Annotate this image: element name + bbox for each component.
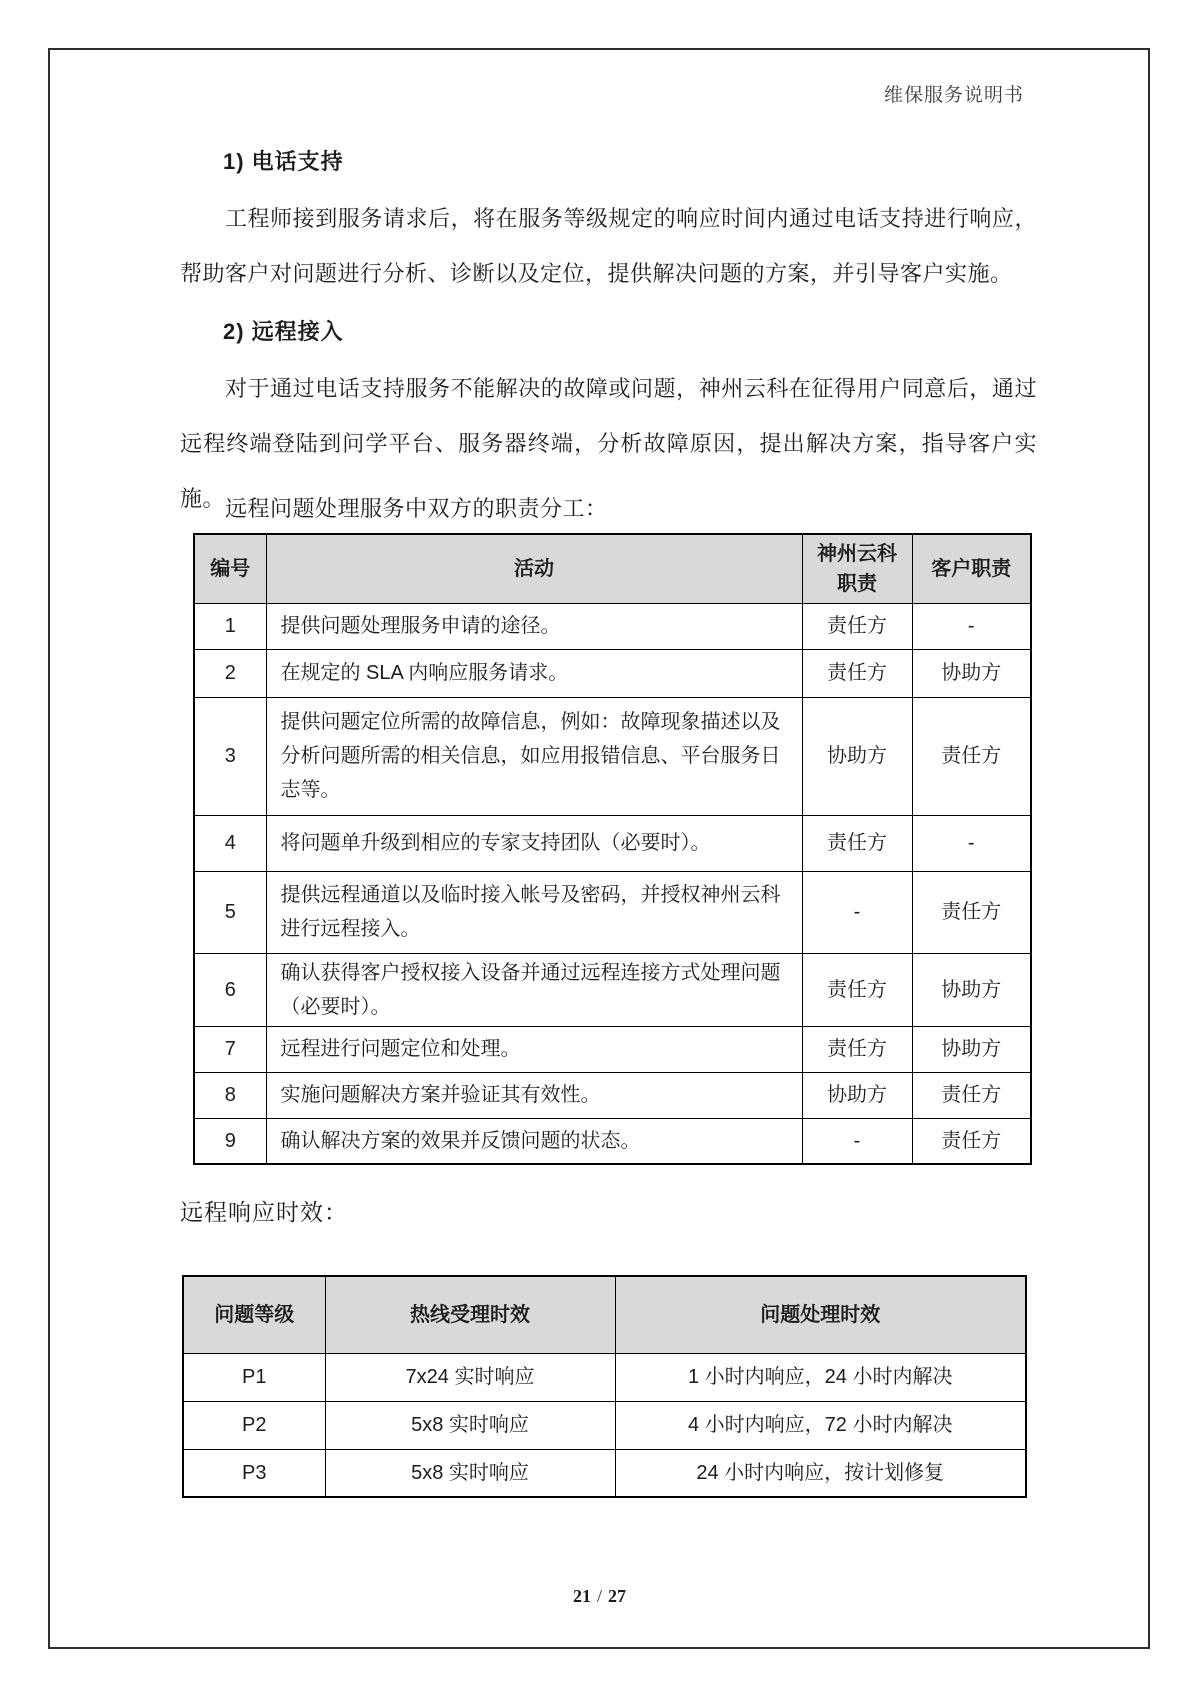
row-number: 8 bbox=[194, 1072, 266, 1118]
current-page-number: 21 bbox=[572, 1586, 591, 1606]
table-row bbox=[183, 1353, 1026, 1401]
customer-role-cell: - bbox=[912, 603, 1031, 649]
row-number: 5 bbox=[194, 871, 266, 953]
document-header-title: 维保服务说明书 bbox=[883, 85, 1024, 106]
activity-cell: 远程进行问题定位和处理。 bbox=[266, 1026, 802, 1072]
sla-section-title: 远程响应时效： bbox=[180, 1199, 348, 1225]
row-number: 7 bbox=[194, 1026, 266, 1072]
section-2-heading: 2) 远程接入 bbox=[223, 319, 344, 344]
vendor-role-cell: 责任方 bbox=[802, 649, 912, 697]
problem-level-cell: P2 bbox=[183, 1401, 325, 1449]
col-header-vendor-responsibility: 神州云科职责 bbox=[802, 534, 912, 603]
hotline-response-cell: 5x8 实时响应 bbox=[325, 1401, 615, 1449]
problem-level-cell: P1 bbox=[183, 1353, 325, 1401]
activity-cell: 提供远程通道以及临时接入帐号及密码，并授权神州云科进行远程接入。 bbox=[266, 871, 802, 953]
table-row bbox=[183, 1449, 1026, 1497]
col-header-problem-level: 问题等级 bbox=[183, 1276, 325, 1353]
col-header-customer-responsibility: 客户职责 bbox=[912, 534, 1031, 603]
problem-handling-cell: 24 小时内响应，按计划修复 bbox=[615, 1449, 1026, 1497]
customer-role-cell: 责任方 bbox=[912, 1118, 1031, 1164]
table-row bbox=[194, 1118, 1031, 1164]
activity-cell: 提供问题处理服务申请的途径。 bbox=[266, 603, 802, 649]
customer-role-cell: 协助方 bbox=[912, 649, 1031, 697]
row-number: 3 bbox=[194, 697, 266, 815]
vendor-role-cell: 协助方 bbox=[802, 697, 912, 815]
problem-level-cell: P3 bbox=[183, 1449, 325, 1497]
page-separator: / bbox=[596, 1586, 602, 1606]
responsibility-table-intro: 远程问题处理服务中双方的职责分工： bbox=[225, 496, 608, 521]
row-number: 9 bbox=[194, 1118, 266, 1164]
customer-role-cell: 责任方 bbox=[912, 871, 1031, 953]
problem-handling-cell: 4 小时内响应，72 小时内解决 bbox=[615, 1401, 1026, 1449]
row-number: 4 bbox=[194, 815, 266, 871]
sla-table bbox=[182, 1275, 1027, 1498]
vendor-role-cell: 责任方 bbox=[802, 1026, 912, 1072]
table-row bbox=[194, 815, 1031, 871]
section-2-paragraph: 对于通过电话支持服务不能解决的故障或问题，神州云科在征得用户同意后，通过远程终端登陆到问学平台、服务器终端，分析故障原因，提出解决方案，指导客户实施。 bbox=[180, 376, 1037, 511]
row-number: 2 bbox=[194, 649, 266, 697]
vendor-role-cell: - bbox=[802, 1118, 912, 1164]
table-row bbox=[194, 1026, 1031, 1072]
vendor-role-cell: 责任方 bbox=[802, 815, 912, 871]
vendor-role-cell: - bbox=[802, 871, 912, 953]
table-row bbox=[183, 1401, 1026, 1449]
section-1-paragraph: 工程师接到服务请求后，将在服务等级规定的响应时间内通过电话支持进行响应，帮助客户对问题进行分析、诊断以及定位，提供解决问题的方案，并引导客户实施。 bbox=[180, 206, 1037, 286]
total-page-number: 27 bbox=[608, 1586, 626, 1606]
sla-table-header-row bbox=[183, 1276, 1026, 1353]
customer-role-cell: 协助方 bbox=[912, 1026, 1031, 1072]
col-header-hotline-response: 热线受理时效 bbox=[325, 1276, 615, 1353]
col-header-no: 编号 bbox=[194, 534, 266, 603]
row-number: 1 bbox=[194, 603, 266, 649]
responsibility-table bbox=[193, 533, 1032, 1165]
activity-cell: 实施问题解决方案并验证其有效性。 bbox=[266, 1072, 802, 1118]
responsibility-table-header-row bbox=[194, 534, 1031, 603]
activity-cell: 确认获得客户授权接入设备并通过远程连接方式处理问题（必要时）。 bbox=[266, 953, 802, 1026]
vendor-role-cell: 责任方 bbox=[802, 953, 912, 1026]
hotline-response-cell: 5x8 实时响应 bbox=[325, 1449, 615, 1497]
customer-role-cell: 责任方 bbox=[912, 1072, 1031, 1118]
table-row bbox=[194, 953, 1031, 1026]
activity-cell: 确认解决方案的效果并反馈问题的状态。 bbox=[266, 1118, 802, 1164]
col-header-activity: 活动 bbox=[266, 534, 802, 603]
col-header-problem-handling: 问题处理时效 bbox=[615, 1276, 1026, 1353]
activity-cell: 将问题单升级到相应的专家支持团队（必要时）。 bbox=[266, 815, 802, 871]
activity-cell: 提供问题定位所需的故障信息，例如：故障现象描述以及分析问题所需的相关信息，如应用报错信息、平台服务日志等。 bbox=[266, 697, 802, 815]
customer-role-cell: - bbox=[912, 815, 1031, 871]
page-footer bbox=[0, 1586, 1199, 1607]
table-row bbox=[194, 603, 1031, 649]
table-row bbox=[194, 649, 1031, 697]
activity-cell: 在规定的 SLA 内响应服务请求。 bbox=[266, 649, 802, 697]
vendor-role-cell: 责任方 bbox=[802, 603, 912, 649]
table-row bbox=[194, 1072, 1031, 1118]
table-row bbox=[194, 871, 1031, 953]
hotline-response-cell: 7x24 实时响应 bbox=[325, 1353, 615, 1401]
vendor-role-cell: 协助方 bbox=[802, 1072, 912, 1118]
section-1-heading: 1) 电话支持 bbox=[223, 149, 344, 174]
customer-role-cell: 协助方 bbox=[912, 953, 1031, 1026]
customer-role-cell: 责任方 bbox=[912, 697, 1031, 815]
problem-handling-cell: 1 小时内响应，24 小时内解决 bbox=[615, 1353, 1026, 1401]
row-number: 6 bbox=[194, 953, 266, 1026]
table-row bbox=[194, 697, 1031, 815]
